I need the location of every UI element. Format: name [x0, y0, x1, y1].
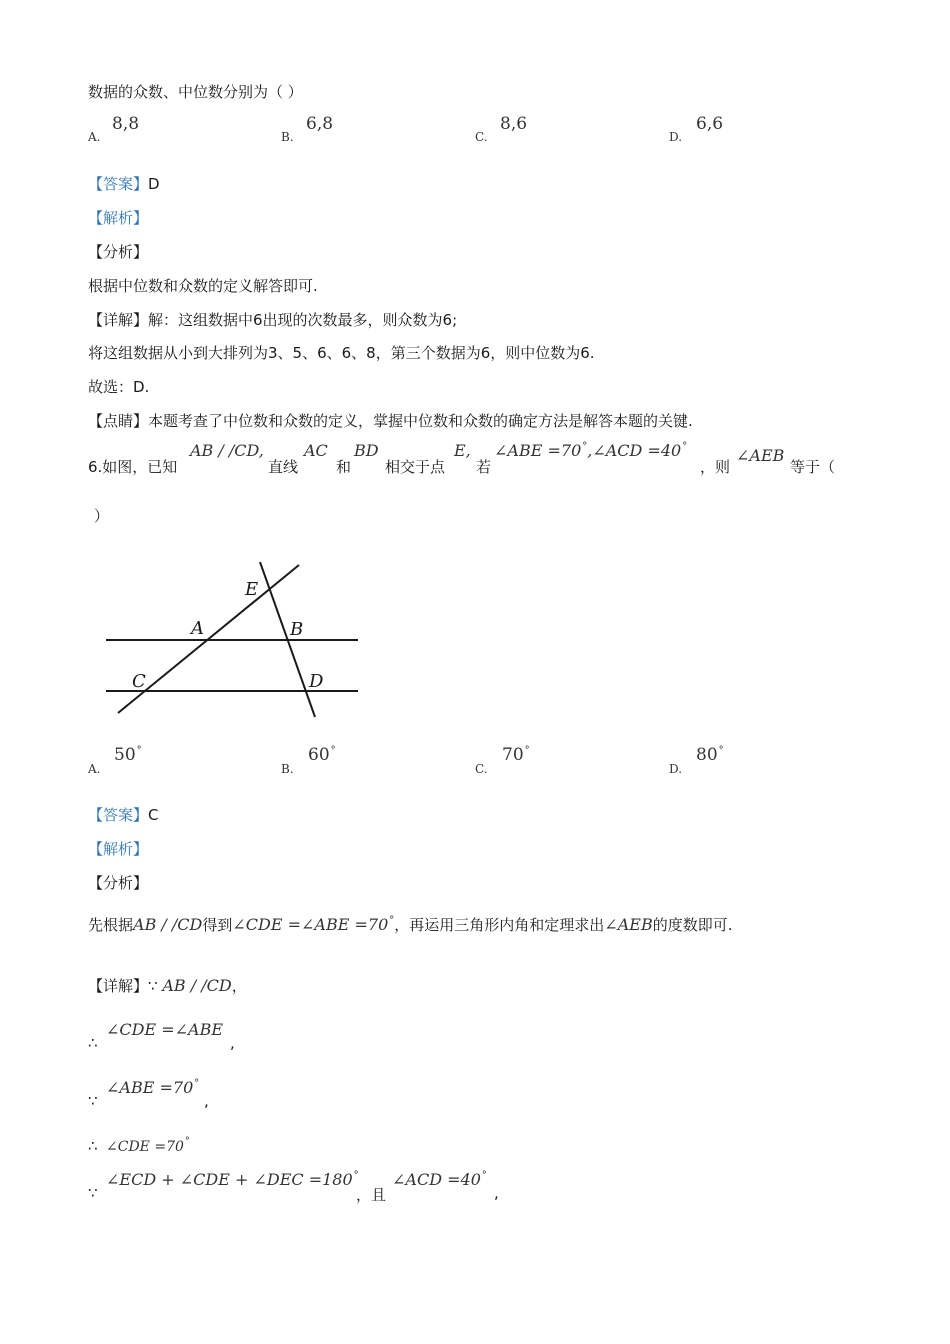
q6-option-c-value	[502, 745, 530, 765]
fenxi-math-1: AB / /CD	[133, 915, 203, 934]
degree-sign: °	[194, 1078, 200, 1089]
point-label-a: A	[191, 618, 204, 639]
point-label-e: E	[245, 579, 259, 600]
step4-angle: ∠CDE =70	[106, 1139, 184, 1155]
q5-dianjing-line	[88, 410, 693, 431]
q6-option-c-letter: C.	[475, 762, 488, 776]
q6-jiexi-tag: 【解析】	[88, 840, 149, 858]
q6-stem-text-2: 直线	[268, 458, 299, 476]
q5-option-a-value: 8,8	[112, 114, 140, 134]
detail-math-1: AB / /CD	[162, 976, 232, 995]
q5-option-c-letter: C.	[475, 130, 488, 144]
because-symbol: ∵	[88, 1184, 98, 1202]
degree-sign: °	[353, 1170, 359, 1181]
q5-detail-line-1	[88, 309, 457, 330]
q6-fenxi-line	[88, 914, 732, 935]
degree-sign: °	[481, 1170, 487, 1181]
q6-stem-text-3: 和	[336, 458, 352, 476]
step5-angle-acd: ∠ACD =40	[392, 1170, 481, 1189]
q5-option-c-value: 8,6	[500, 114, 528, 134]
answer-value: D	[148, 175, 160, 193]
q6-stem-text-4: 相交于点	[385, 458, 446, 476]
fenxi-text-3: ，再运用三角形内角和定理求出	[394, 916, 605, 934]
detail-tag: 【详解】	[88, 311, 149, 329]
q5-detail-line-3: 故选：D.	[88, 378, 150, 396]
detail-tag: 【详解】	[88, 977, 149, 995]
degree-sign: °	[184, 1136, 190, 1147]
angle-acd: ,∠ACD =40	[587, 441, 682, 460]
q5-fenxi-text: 根据中位数和众数的定义解答即可.	[88, 277, 318, 295]
step2-comma: ,	[230, 1034, 235, 1052]
detail-comma: ，	[231, 977, 247, 995]
q5-answer-line	[88, 173, 160, 194]
q6-answer-line	[88, 804, 159, 825]
point-label-d: D	[309, 671, 324, 692]
q6-stem-text-1: 6.如图，已知	[88, 458, 178, 476]
step5-math	[106, 1170, 359, 1189]
degree-sign: °	[718, 745, 724, 756]
because-symbol: ∵	[148, 977, 158, 995]
q6-stem-math-4: E,	[454, 441, 471, 460]
q5-fenxi-tag: 【分析】	[88, 243, 149, 261]
degree-sign: °	[389, 915, 395, 926]
q5-option-b-value: 6,8	[306, 114, 334, 134]
step3-comma: ,	[204, 1092, 209, 1110]
step5-angle-sum: ∠ECD + ∠CDE + ∠DEC =180	[106, 1170, 353, 1189]
q5-option-d-value: 6,6	[696, 114, 724, 134]
q6-option-b-letter: B.	[281, 762, 294, 776]
q6-stem-text-5: 若	[476, 458, 492, 476]
fenxi-text-4: 的度数即可.	[652, 916, 733, 934]
geometry-figure	[100, 555, 370, 725]
option-a-number: 50	[114, 745, 136, 765]
step3-math	[106, 1078, 199, 1097]
q6-option-b-value	[308, 745, 336, 765]
angle-abe: ∠ABE =70	[494, 441, 582, 460]
q6-option-a-value	[114, 745, 142, 765]
therefore-symbol: ∴	[88, 1137, 98, 1155]
answer-value: C	[148, 806, 159, 824]
point-label-b: B	[290, 619, 304, 640]
detail-text: 解：这组数据中6出现的次数最多，则众数为6;	[148, 311, 458, 329]
q6-stem-math-1: AB / /CD,	[190, 441, 264, 460]
q6-stem-math-2: AC	[304, 441, 328, 460]
q6-stem-text-6: ，则	[700, 458, 731, 476]
q6-stem-math-3: BD	[354, 441, 379, 460]
fenxi-text-2: 得到	[202, 916, 233, 934]
q6-option-a-letter: A.	[88, 762, 101, 776]
q5-option-d-letter: D.	[669, 130, 683, 144]
step2-math: ∠CDE =∠ABE	[106, 1020, 224, 1039]
dianjing-text: 本题考查了中位数和众数的定义，掌握中位数和众数的确定方法是解答本题的关键.	[148, 412, 693, 430]
answer-tag: 【答案】	[88, 175, 149, 193]
q6-stem-math-6: ∠AEB	[736, 446, 785, 465]
q5-detail-line-2: 将这组数据从小到大排列为3、5、6、6、8，第三个数据为6，则中位数为6.	[88, 344, 595, 362]
q5-stem-tail: 数据的众数、中位数分别为（ ）	[88, 83, 303, 101]
step3-angle: ∠ABE =70	[106, 1078, 194, 1097]
therefore-symbol: ∴	[88, 1034, 98, 1052]
step5-text: ，且	[356, 1186, 387, 1204]
step4-math	[106, 1136, 190, 1155]
option-c-number: 70	[502, 745, 524, 765]
fenxi-math-2	[232, 915, 394, 934]
q6-option-d-value	[696, 745, 724, 765]
q5-option-b-letter: B.	[281, 130, 294, 144]
q6-detail-line-1	[88, 975, 247, 996]
q5-jiexi-tag: 【解析】	[88, 209, 149, 227]
point-label-c: C	[132, 671, 146, 692]
degree-sign: °	[582, 441, 588, 452]
fenxi-math-3: ∠AEB	[604, 915, 653, 934]
fenxi-text-1: 先根据	[88, 916, 134, 934]
fenxi-angle-eq: ∠CDE =∠ABE =70	[232, 915, 389, 934]
option-b-number: 60	[308, 745, 330, 765]
degree-sign: °	[524, 745, 530, 756]
q6-option-d-letter: D.	[669, 762, 683, 776]
degree-sign: °	[136, 745, 142, 756]
option-d-number: 80	[696, 745, 718, 765]
answer-tag: 【答案】	[88, 806, 149, 824]
step5-comma: ,	[494, 1184, 499, 1202]
degree-sign: °	[682, 441, 688, 452]
q6-stem-text-8: ）	[94, 507, 110, 525]
q6-fenxi-tag: 【分析】	[88, 874, 149, 892]
because-symbol: ∵	[88, 1092, 98, 1110]
dianjing-tag: 【点睛】	[88, 412, 149, 430]
q5-option-a-letter: A.	[88, 130, 101, 144]
degree-sign: °	[330, 745, 336, 756]
q6-stem-text-7: 等于（	[790, 458, 836, 476]
q6-stem-math-5	[494, 441, 687, 460]
step5-math-2	[392, 1170, 487, 1189]
